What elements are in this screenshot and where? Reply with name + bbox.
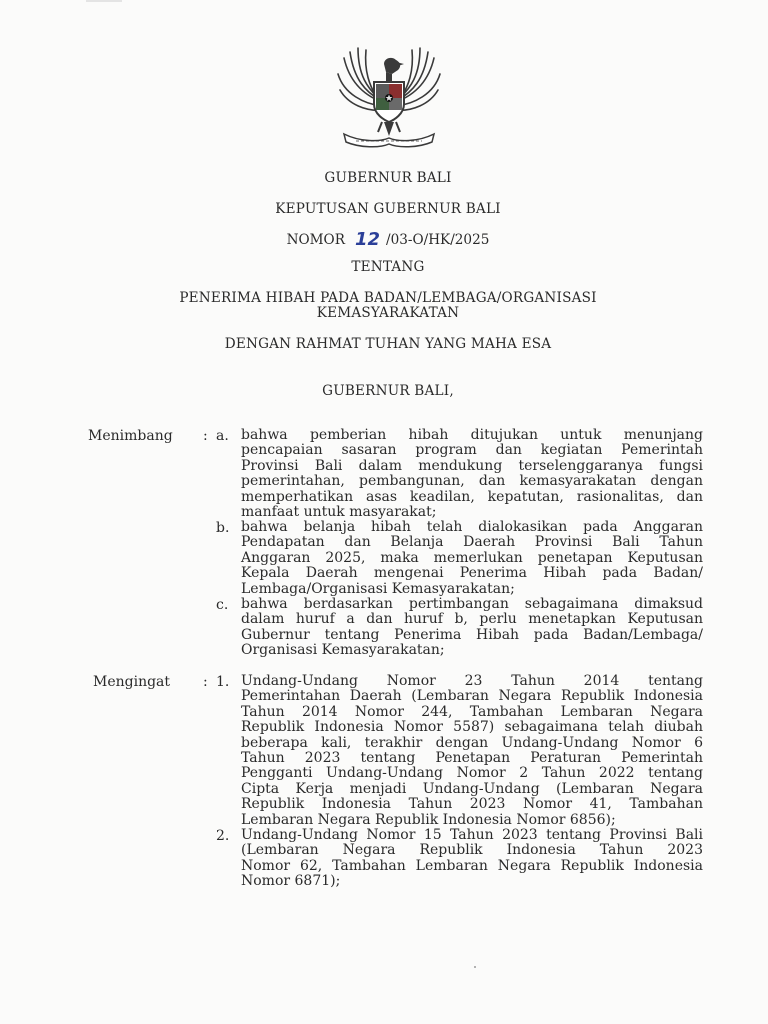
menimbang-item-a	[241, 428, 703, 520]
mengingat-colon: :	[203, 674, 208, 690]
text-line: Undang-Undang Nomor 15 Tahun 2023 tentang Provinsi Bali	[241, 827, 703, 843]
mengingat-item-2	[241, 828, 703, 890]
text-line: Anggaran 2025, maka memerlukan penetapan Keputusan	[241, 549, 703, 566]
menimbang-label: Menimbang	[88, 428, 173, 444]
text-line: Tahun 2014 Nomor 244, Tambahan Lembaran Negara	[241, 703, 703, 720]
text-line: Provinsi Bali dalam mendukung terselenggaranya fungsi	[241, 457, 703, 474]
text-line: Lembaga/Organisasi Kemasyarakatan;	[241, 580, 515, 597]
text-line: Nomor 6871);	[241, 873, 341, 890]
text-line: Tahun 2023 tentang Penetapan Peraturan Pemerintah	[241, 749, 703, 766]
text-line: bahwa belanja hibah telah dialokasikan pada Anggaran	[241, 519, 703, 535]
text-line: Organisasi Kemasyarakatan;	[241, 642, 445, 659]
decree-title: KEPUTUSAN GUBERNUR BALI	[275, 201, 501, 217]
text-line: Lembaran Negara Republik Indonesia Nomor 6856);	[241, 811, 616, 828]
text-line: Cipta Kerja menjadi Undang-Undang (Lembaran Negara	[241, 780, 703, 797]
mengingat-marker-1: 1.	[216, 674, 230, 690]
text-line: Pemerintahan Daerah (Lembaran Negara Republik Indonesia	[241, 688, 703, 705]
governor-comma: GUBERNUR BALI,	[322, 383, 454, 399]
text-line: memperhatikan asas keadilan, kepatutan, rasionalitas, dan	[241, 488, 703, 505]
tentang-heading: TENTANG	[351, 259, 425, 275]
text-line: Nomor 62, Tambahan Lembaran Negara Republik Indonesia	[241, 857, 703, 874]
text-line: dalam huruf a dan huruf b, perlu menetapkan Keputusan	[241, 611, 703, 628]
menimbang-marker-c: c.	[216, 597, 229, 613]
text-line: bahwa pemberian hibah ditujukan untuk menunjang	[241, 427, 703, 443]
text-line: pencapaian sasaran program dan kegiatan Pemerintah	[241, 442, 703, 459]
text-line: Republik Indonesia Tahun 2023 Nomor 41, Tambahan	[241, 796, 703, 813]
governor-title: GUBERNUR BALI	[324, 170, 452, 186]
subject-line-1: PENERIMA HIBAH PADA BADAN/LEMBAGA/ORGANISASI	[179, 290, 597, 306]
handwritten-number: 12	[354, 229, 380, 250]
mengingat-marker-2: 2.	[216, 828, 230, 844]
mengingat-item-1	[241, 674, 703, 828]
text-line: pemerintahan, pembangunan, dan kemasyarakatan dengan	[241, 473, 703, 490]
menimbang-marker-b: b.	[216, 520, 230, 536]
text-line: Pendapatan dan Belanja Daerah Provinsi Bali Tahun	[241, 534, 703, 551]
text-line: Kepala Daerah mengenai Penerima Hibah pada Badan/	[241, 565, 703, 582]
mengingat-label: Mengingat	[93, 674, 171, 690]
text-line: beberapa kali, terakhir dengan Undang-Undang Nomor 6	[241, 734, 703, 751]
rahmat-line: DENGAN RAHMAT TUHAN YANG MAHA ESA	[224, 336, 552, 352]
text-line: Pengganti Undang-Undang Nomor 2 Tahun 2022 tentang	[241, 765, 703, 782]
text-line: bahwa berdasarkan pertimbangan sebagaimana dimaksud	[241, 596, 703, 612]
scan-speck	[474, 966, 476, 968]
scan-artifact	[86, 0, 122, 2]
text-line: Republik Indonesia Nomor 5587) sebagaimana telah diubah	[241, 719, 703, 736]
text-line: Gubernur tentang Penerima Hibah pada Badan/Lembaga/	[241, 626, 703, 643]
nomor-suffix: /03-O/HK/2025	[386, 232, 490, 248]
garuda-emblem-icon	[330, 44, 448, 150]
menimbang-item-b	[241, 520, 703, 597]
text-line: Undang-Undang Nomor 23 Tahun 2014 tentang	[241, 673, 703, 689]
menimbang-marker-a: a.	[216, 428, 229, 444]
subject-line-2: KEMASYARAKATAN	[316, 305, 460, 321]
nomor-label: NOMOR	[286, 232, 345, 248]
text-line: manfaat untuk masyarakat;	[241, 503, 437, 520]
menimbang-colon: :	[203, 428, 208, 444]
menimbang-item-c	[241, 597, 703, 659]
decree-number	[0, 228, 768, 249]
text-line: (Lembaran Negara Republik Indonesia Tahun 2023	[241, 842, 703, 859]
